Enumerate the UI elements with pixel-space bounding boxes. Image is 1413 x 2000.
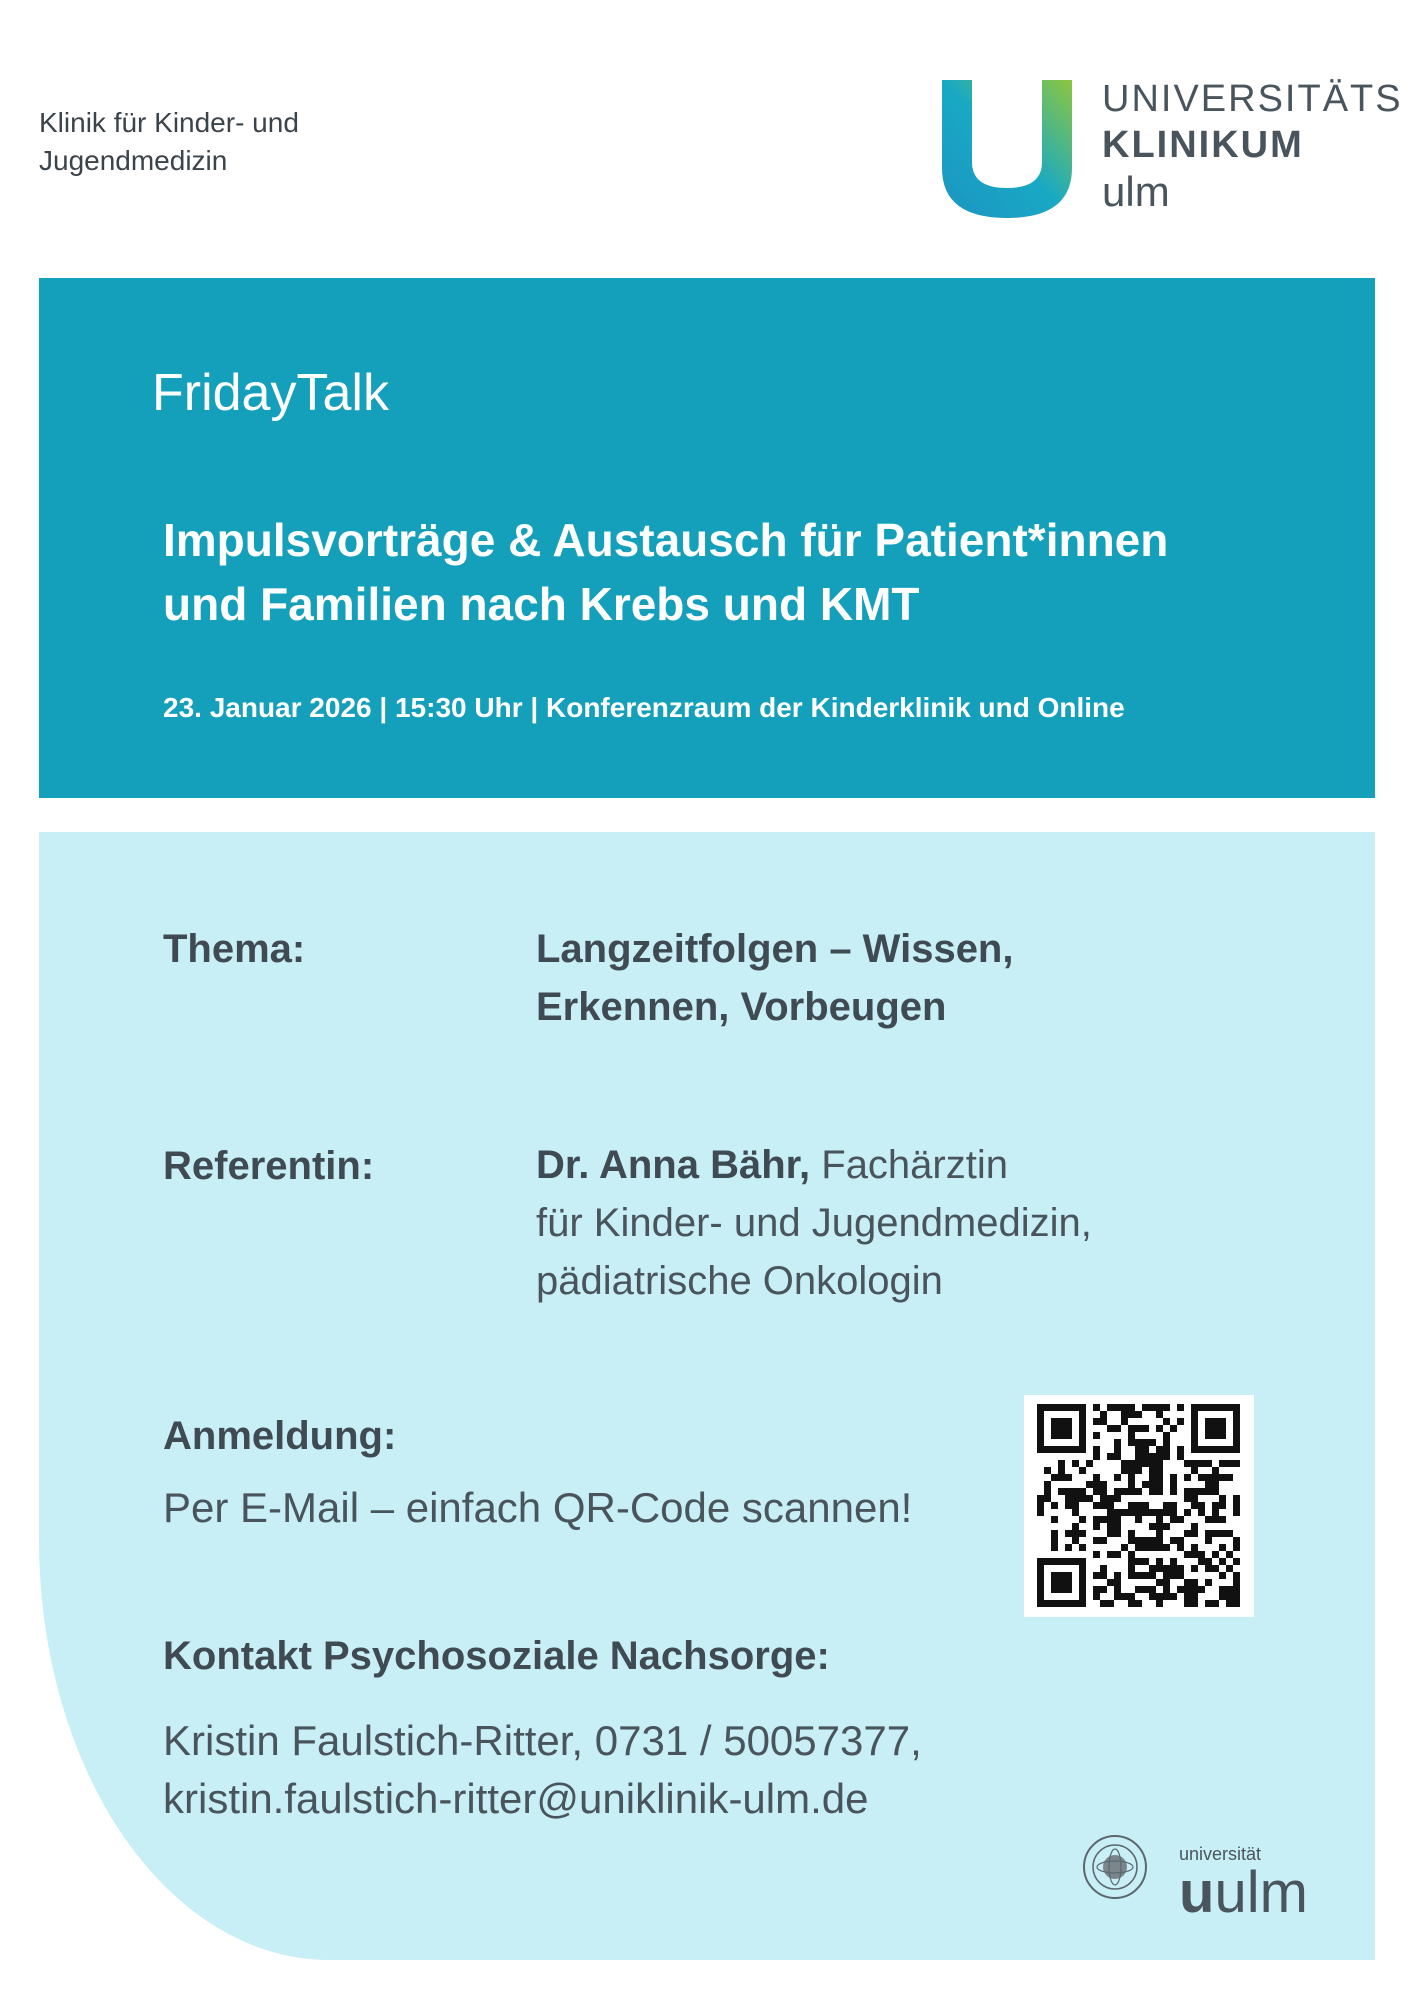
registration-text: Per E-Mail – einfach QR-Code scannen!: [163, 1484, 913, 1531]
u-logo-icon: [942, 80, 1072, 220]
department-line-1: Klinik für Kinder- und: [39, 107, 299, 138]
speaker-label: Referentin:: [163, 1144, 375, 1188]
logo-line-universitaets: UNIVERSITÄTS: [1102, 78, 1403, 120]
topic-line-1: Langzeitfolgen – Wissen,: [536, 927, 1014, 971]
contact-email[interactable]: kristin.faulstich-ritter@uniklinik-ulm.de: [163, 1775, 869, 1822]
logo-line-ulm: ulm: [1102, 168, 1170, 215]
speaker-role-3: pädiatrische Onkologin: [536, 1259, 943, 1303]
series-title: FridayTalk: [152, 364, 389, 422]
topic-value: [536, 920, 1236, 1036]
uni-ulm-u: u: [1179, 1860, 1215, 1925]
event-date-location: 23. Januar 2026 | 15:30 Uhr | Konferenzraum der Kinderklinik und Online: [163, 692, 1125, 723]
speaker-role-1: Fachärztin: [810, 1143, 1008, 1187]
speaker-role-2: für Kinder- und Jugendmedizin,: [536, 1201, 1092, 1245]
event-title-line-1: Impulsvorträge & Austausch für Patient*innen: [163, 514, 1169, 566]
registration-qr-code[interactable]: [1024, 1395, 1254, 1617]
speaker-value: [536, 1136, 1236, 1310]
event-title: [163, 508, 1313, 636]
logo-line-klinikum: KLINIKUM: [1102, 124, 1304, 166]
speaker-name: Dr. Anna Bähr,: [536, 1143, 811, 1187]
logo-wordmark: [1102, 76, 1403, 216]
topic-line-2: Erkennen, Vorbeugen: [536, 985, 947, 1029]
uni-ulm-text: ulm: [1214, 1860, 1308, 1925]
registration-label: Anmeldung:: [163, 1414, 397, 1458]
qr-code-icon[interactable]: [1024, 1395, 1254, 1617]
uni-ulm-small-text: universität: [1179, 1844, 1262, 1864]
department-line-2: Jugendmedizin: [39, 145, 228, 176]
event-details-panel: [39, 832, 1375, 1960]
department-name: [39, 104, 399, 180]
uniklinik-logo: [942, 78, 1403, 220]
event-banner: [39, 278, 1375, 798]
university-seal-icon: [1082, 1834, 1148, 1900]
contact-name-phone: Kristin Faulstich-Ritter, 0731 / 50057377,: [163, 1717, 922, 1764]
contact-label: Kontakt Psychosoziale Nachsorge:: [163, 1634, 830, 1678]
topic-label: Thema:: [163, 927, 306, 971]
uni-ulm-logo: [1179, 1844, 1308, 1925]
event-title-line-2: und Familien nach Krebs und KMT: [163, 578, 920, 630]
contact-details: [163, 1712, 1163, 1828]
